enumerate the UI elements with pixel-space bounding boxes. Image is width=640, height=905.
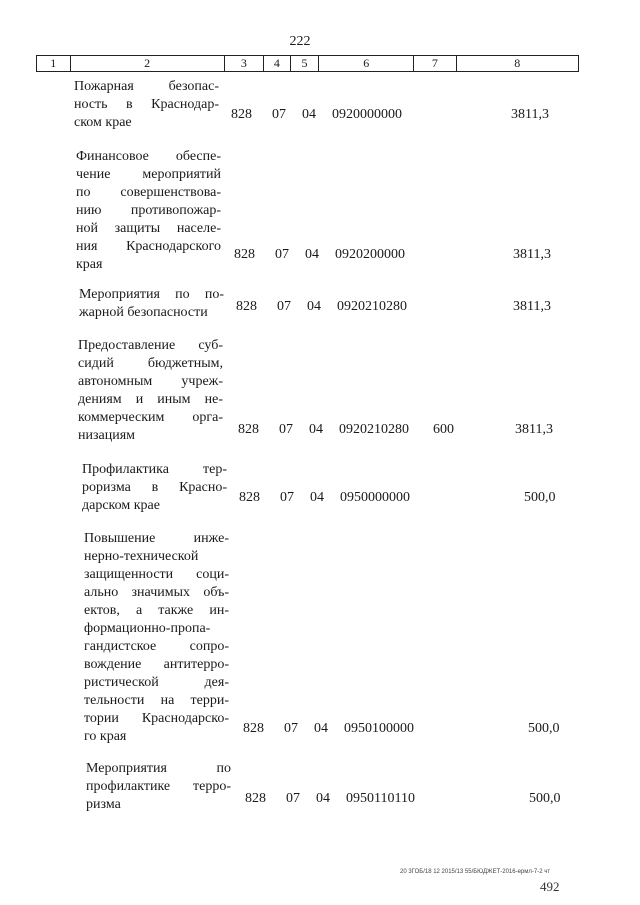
- ministry-code: 828: [238, 422, 259, 437]
- row-description: [84, 530, 229, 746]
- section-code: 07: [286, 791, 300, 806]
- target-article-code: 0920210280: [337, 299, 407, 314]
- description-line: Профилактика тер-: [82, 462, 227, 477]
- description-line: профилактике терро-: [86, 779, 231, 794]
- description-line: ризма: [86, 797, 121, 812]
- amount: 3811,3: [511, 107, 549, 122]
- header-col-4: 4: [263, 56, 290, 71]
- description-line: чение мероприятий: [76, 167, 221, 182]
- subsection-code: 04: [309, 422, 323, 437]
- page-number: 222: [289, 34, 311, 49]
- header-col-2: 2: [70, 56, 224, 71]
- footer-page-number: 492: [540, 879, 560, 894]
- amount: 500,0: [524, 490, 556, 505]
- section-code: 07: [272, 107, 286, 122]
- description-line: Мероприятия по: [86, 761, 231, 776]
- description-line: ектов, а также ин-: [84, 603, 229, 618]
- section-code: 07: [284, 721, 298, 736]
- ministry-code: 828: [245, 791, 266, 806]
- ministry-code: 828: [234, 247, 255, 262]
- description-line: края: [76, 257, 103, 272]
- description-line: Предоставление суб-: [78, 338, 223, 353]
- description-line: защищенности соци-: [84, 567, 229, 582]
- ministry-code: 828: [239, 490, 260, 505]
- description-line: тельности на терри-: [84, 693, 229, 708]
- row-description: [79, 286, 224, 322]
- subsection-code: 04: [307, 299, 321, 314]
- description-line: тории Краснодарско-: [84, 711, 229, 726]
- row-description: [76, 148, 221, 274]
- description-line: ной защиты населе-: [76, 221, 221, 236]
- description-line: роризма в Красно-: [82, 480, 227, 495]
- ministry-code: 828: [236, 299, 257, 314]
- description-line: ально значимых объ-: [84, 585, 229, 600]
- description-line: Пожарная безопас-: [74, 79, 219, 94]
- section-code: 07: [277, 299, 291, 314]
- subsection-code: 04: [302, 107, 316, 122]
- description-line: по совершенствова-: [76, 185, 221, 200]
- description-line: коммерческим орга-: [78, 410, 223, 425]
- target-article-code: 0920210280: [339, 422, 409, 437]
- target-article-code: 0920000000: [332, 107, 402, 122]
- table-header: [36, 55, 579, 72]
- section-code: 07: [280, 490, 294, 505]
- description-line: нерно-технической: [84, 549, 199, 564]
- amount: 3811,3: [513, 299, 551, 314]
- subsection-code: 04: [316, 791, 330, 806]
- description-line: жарной безопасности: [79, 305, 208, 320]
- header-col-5: 5: [290, 56, 319, 71]
- ministry-code: 828: [243, 721, 264, 736]
- target-article-code: 0920200000: [335, 247, 405, 262]
- description-line: сидий бюджетным,: [78, 356, 223, 371]
- row-description: [82, 461, 227, 515]
- amount: 500,0: [528, 721, 560, 736]
- section-code: 07: [279, 422, 293, 437]
- expense-type-code: 600: [433, 422, 454, 437]
- description-line: вождение антитерро-: [84, 657, 229, 672]
- ministry-code: 828: [231, 107, 252, 122]
- header-col-8: 8: [456, 56, 578, 71]
- amount: 3811,3: [513, 247, 551, 262]
- target-article-code: 0950110110: [346, 791, 415, 806]
- target-article-code: 0950000000: [340, 490, 410, 505]
- subsection-code: 04: [310, 490, 324, 505]
- description-line: гандистское сопро-: [84, 639, 229, 654]
- description-line: формационно-пропа-: [84, 621, 211, 636]
- description-line: нию противопожар-: [76, 203, 221, 218]
- header-col-6: 6: [318, 56, 413, 71]
- row-description: [78, 337, 223, 445]
- target-article-code: 0950100000: [344, 721, 414, 736]
- description-line: дениям и иным не-: [78, 392, 223, 407]
- description-line: дарском крае: [82, 498, 160, 513]
- amount: 3811,3: [515, 422, 553, 437]
- description-line: ность в Краснодар-: [74, 97, 219, 112]
- description-line: ском крае: [74, 115, 132, 130]
- description-line: Повышение инже-: [84, 531, 229, 546]
- row-description: [86, 760, 231, 814]
- description-line: го края: [84, 729, 127, 744]
- description-line: Мероприятия по по-: [79, 287, 224, 302]
- description-line: ния Краснодарского: [76, 239, 221, 254]
- header-col-3: 3: [224, 56, 264, 71]
- amount: 500,0: [529, 791, 561, 806]
- row-description: [74, 78, 219, 132]
- description-line: Финансовое обеспе-: [76, 149, 221, 164]
- subsection-code: 04: [305, 247, 319, 262]
- description-line: низациям: [78, 428, 136, 443]
- subsection-code: 04: [314, 721, 328, 736]
- description-line: ристической дея-: [84, 675, 229, 690]
- section-code: 07: [275, 247, 289, 262]
- header-col-7: 7: [413, 56, 455, 71]
- footer-document-code: 20 3ГОБ/18 12 2015/13 55/БЮДЖЕТ-2016-ермл-7-2 чт: [400, 869, 551, 875]
- header-col-1: 1: [50, 56, 57, 70]
- description-line: автономным учреж-: [78, 374, 223, 389]
